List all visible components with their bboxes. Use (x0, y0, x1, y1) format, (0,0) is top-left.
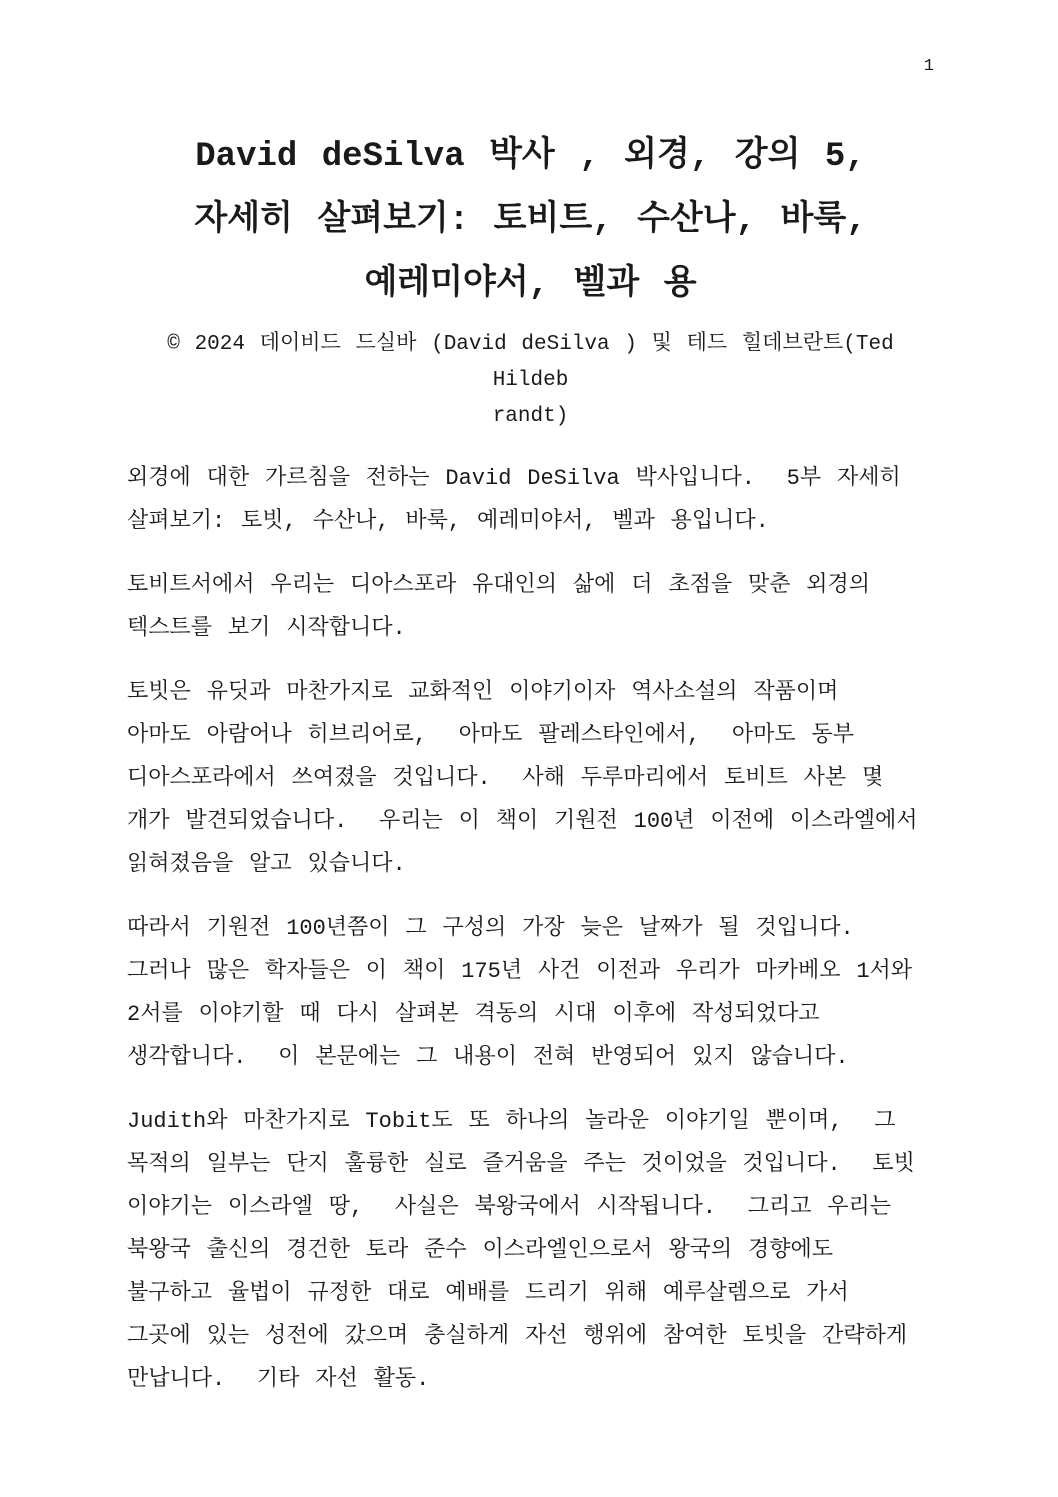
paragraph (127, 564, 934, 650)
paragraph (127, 457, 934, 543)
text-line: 살펴보기: 토빗, 수산나, 바룩, 예레미야서, 벨과 용입니다. (127, 509, 769, 534)
text-line: 아마도 아람어나 히브리어로, 아마도 팔레스타인에서, 아마도 동부 (127, 723, 854, 748)
document-title (127, 125, 934, 317)
text-line: 토비트서에서 우리는 디아스포라 유대인의 삶에 더 초점을 맞춘 외경의 (127, 573, 871, 598)
text-line: 읽혀졌음을 알고 있습니다. (127, 852, 406, 877)
copyright-line: randt) (492, 405, 569, 428)
title-line: David deSilva 박사 , 외경, 강의 5, (195, 138, 866, 176)
text-line: 따라서 기원전 100년쯤이 그 구성의 가장 늦은 날짜가 될 것입니다. (127, 916, 854, 941)
text-line: 목적의 일부는 단지 훌륭한 실로 즐거움을 주는 것이었을 것입니다. 토빗 (127, 1152, 915, 1177)
paragraph (127, 907, 934, 1079)
text-line: 불구하고 율법이 규정한 대로 예배를 드리기 위해 예루살렘으로 가서 (127, 1281, 849, 1306)
text-line: 북왕국 출신의 경건한 토라 준수 이스라엘인으로서 왕국의 경향에도 (127, 1238, 833, 1263)
text-line: 만납니다. 기타 자선 활동. (127, 1367, 430, 1392)
text-line: 토빗은 유딧과 마찬가지로 교화적인 이야기이자 역사소설의 작품이며 (127, 680, 839, 705)
document-body (127, 457, 934, 1401)
text-line: 텍스트를 보기 시작합니다. (127, 616, 406, 641)
text-line: 2서를 이야기할 때 다시 살펴본 격동의 시대 이후에 작성되었다고 (127, 1002, 820, 1027)
paragraph (127, 671, 934, 886)
text-line: 디아스포라에서 쓰여졌을 것입니다. 사해 두루마리에서 토비트 사본 몇 (127, 766, 884, 791)
copyright-line: © 2024 데이비드 드실바 (David deSilva ) 및 테드 힐데브란트(Ted Hildeb (167, 333, 909, 392)
text-line: 생각합니다. 이 본문에는 그 내용이 전혀 반영되어 있지 않습니다. (127, 1045, 849, 1070)
text-line: 개가 발견되었습니다. 우리는 이 책이 기원전 100년 이전에 이스라엘에서 (127, 809, 918, 834)
page-number: 1 (923, 57, 934, 76)
text-line: 이야기는 이스라엘 땅, 사실은 북왕국에서 시작됩니다. 그리고 우리는 (127, 1195, 892, 1220)
title-line: 예레미야서, 벨과 용 (364, 266, 697, 304)
text-line: 그곳에 있는 성전에 갔으며 충실하게 자선 행위에 참여한 토빗을 간략하게 (127, 1324, 908, 1349)
text-line: Judith와 마찬가지로 Tobit도 또 하나의 놀라운 이야기일 뿐이며, 그 (127, 1109, 896, 1134)
paragraph (127, 1100, 934, 1401)
text-line: 그러나 많은 학자들은 이 책이 175년 사건 이전과 우리가 마카베오 1서와 (127, 959, 913, 984)
copyright-notice (127, 327, 934, 435)
text-line: 외경에 대한 가르침을 전하는 David DeSilva 박사입니다. 5부 자세히 (127, 466, 901, 491)
title-line: 자세히 살펴보기: 토비트, 수산나, 바룩, (194, 202, 867, 240)
